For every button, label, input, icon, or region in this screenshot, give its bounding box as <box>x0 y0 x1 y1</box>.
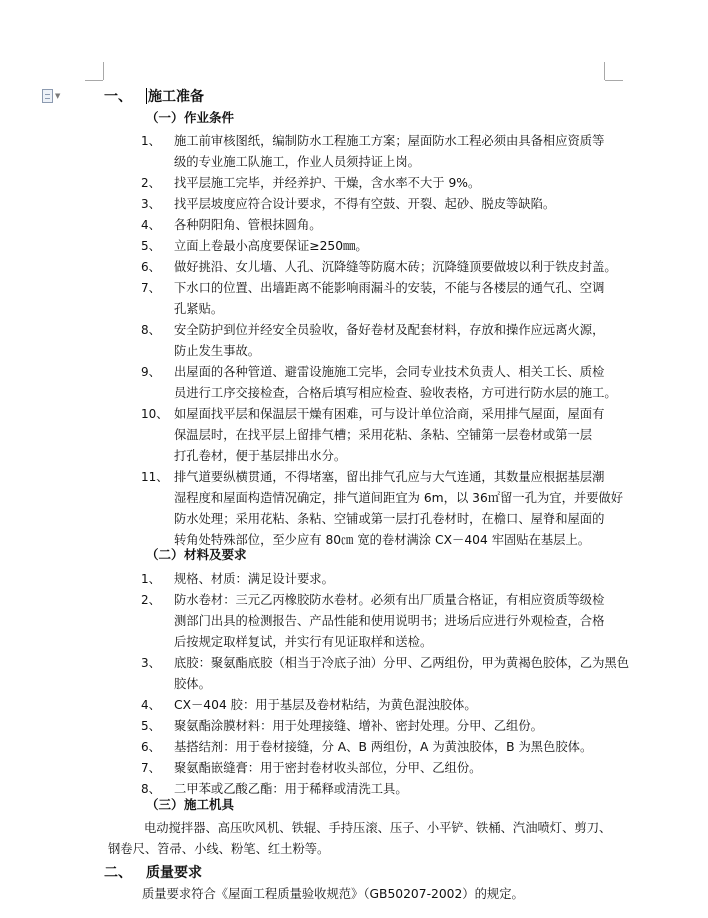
subsection-number: （一） <box>146 110 184 125</box>
list-item-text: 湿程度和屋面构造情况确定，排气道间距宜为 6m，以 36㎡留一孔为宜，并要做好 <box>174 491 624 505</box>
list-item-text: 孔紧贴。 <box>174 302 224 316</box>
subsection-title: 材料及要求 <box>184 547 247 562</box>
list-item-text: 出屋面的各种管道、避雷设施施工完毕，会同专业技术负责人、相关工长、质检 <box>174 365 605 379</box>
list-item-text: 排气道要纵横贯通，不得堵塞，留出排气孔应与大气连通，其数量应根据基层潮 <box>174 470 605 484</box>
list-item-number: 1、 <box>141 572 161 586</box>
list-item-text: 胶体。 <box>174 677 211 691</box>
subsection-number: （二） <box>146 547 184 562</box>
list-item-text: 基搭结剂：用于卷材接缝，分 A、B 两组份，A 为黄浊胶体，B 为黑色胶体。 <box>174 740 593 754</box>
list-item-number: 11、 <box>141 470 169 484</box>
list-item-number: 5、 <box>141 239 161 253</box>
margin-corner-mark <box>604 62 605 80</box>
list-item-number: 8、 <box>141 323 161 337</box>
list-item-number: 6、 <box>141 740 161 754</box>
list-item-number: 6、 <box>141 260 161 274</box>
list-item-text: 防止发生事故。 <box>174 344 261 358</box>
list-item-text: 规格、材质：满足设计要求。 <box>174 572 334 586</box>
list-item-text: 安全防护到位并经安全员验收，备好卷材及配套材料，存放和操作应远离火源， <box>174 323 605 337</box>
list-item-number: 2、 <box>141 593 161 607</box>
list-item-text: 打孔卷材，便于基层排出水分。 <box>174 449 347 463</box>
list-item-number: 3、 <box>141 197 161 211</box>
list-item-text: 聚氨酯嵌缝膏：用于密封卷材收头部位，分甲、乙组份。 <box>174 761 482 775</box>
list-item-number: 7、 <box>141 761 161 775</box>
list-item-text: 二甲苯或乙酸乙酯：用于稀释或清洗工具。 <box>174 782 408 796</box>
chevron-down-icon: ▼ <box>55 91 61 100</box>
list-item-text: 后按规定取样复试，并实行有见证取样和送检。 <box>174 635 433 649</box>
list-item-text: 测部门出具的检测报告、产品性能和使用说明书；进场后应进行外观检查，合格 <box>174 614 605 628</box>
list-item-text: CX－404 胶：用于基层及卷材粘结，为黄色混浊胶体。 <box>174 698 477 712</box>
list-item-text: 转角处特殊部位，至少应有 80㎝ 宽的卷材满涂 CX－404 牢固贴在基层上。 <box>174 533 591 547</box>
text-cursor <box>146 88 147 104</box>
list-item-number: 10、 <box>141 407 169 421</box>
subsection-title: 作业条件 <box>184 110 235 125</box>
list-item-number: 9、 <box>141 365 161 379</box>
list-item-number: 2、 <box>141 176 161 190</box>
list-item-text: 员进行工序交接检查，合格后填写相应检查、验收表格，方可进行防水层的施工。 <box>174 386 617 400</box>
subsection-title: 施工机具 <box>184 797 235 812</box>
paragraph-options-icon[interactable] <box>42 88 70 104</box>
list-item-text: 底胶：聚氨酯底胶（相当于冷底子油）分甲、乙两组份，甲为黄褐色胶体，乙为黑色 <box>174 656 629 670</box>
list-item-text: 找平层坡度应符合设计要求，不得有空鼓、开裂、起砂、脱皮等缺陷。 <box>174 197 556 211</box>
list-item-text: 保温层时，在找平层上留排气槽；采用花粘、条粘、空铺第一层卷材或第一层 <box>174 428 593 442</box>
section-number: 二、 <box>104 865 132 881</box>
list-item-text: 施工前审核图纸，编制防水工程施工方案；屋面防水工程必须由具备相应资质等 <box>174 134 605 148</box>
list-item-number: 3、 <box>141 656 161 670</box>
list-item-number: 5、 <box>141 719 161 733</box>
section-number: 一、 <box>104 89 132 105</box>
section-title: 质量要求 <box>146 865 202 881</box>
list-item-number: 8、 <box>141 782 161 796</box>
list-item-text: 如屋面找平层和保温层干燥有困难，可与设计单位洽商，采用排气屋面，屋面有 <box>174 407 605 421</box>
list-item-text: 聚氨酯涂膜材料：用于处理接缝、增补、密封处理。分甲、乙组份。 <box>174 719 543 733</box>
list-item-text: 各种阴阳角、管根抹圆角。 <box>174 218 322 232</box>
margin-corner-mark <box>103 62 104 80</box>
list-item-number: 7、 <box>141 281 161 295</box>
list-item-text: 找平层施工完毕，并经养护、干燥，含水率不大于 9%。 <box>174 176 481 190</box>
list-item-number: 4、 <box>141 218 161 232</box>
list-item-text: 级的专业施工队施工，作业人员须持证上岗。 <box>174 155 420 169</box>
margin-corner-mark <box>605 80 623 81</box>
list-item-number: 4、 <box>141 698 161 712</box>
paragraph-text: 质量要求符合《屋面工程质量验收规范》（GB50207-2002）的规定。 <box>142 887 524 901</box>
list-item-number: 1、 <box>141 134 161 148</box>
list-item-text: 防水处理；采用花粘、条粘、空铺或第一层打孔卷材时，在檐口、屋脊和屋面的 <box>174 512 605 526</box>
subsection-number: （三） <box>146 797 184 812</box>
margin-corner-mark <box>85 80 103 81</box>
paragraph-text: 钢卷尺、笤帚、小线、粉笔、红土粉等。 <box>108 842 330 856</box>
document-icon <box>42 89 53 103</box>
paragraph-text: 电动搅拌器、高压吹风机、铁辊、手持压滚、压子、小平铲、铁桶、汽油喷灯、剪刀、 <box>144 821 612 835</box>
section-title: 施工准备 <box>148 89 204 105</box>
list-item-text: 做好挑沿、女儿墙、人孔、沉降缝等防腐木砖；沉降缝顶要做坡以利于铁皮封盖。 <box>174 260 617 274</box>
list-item-text: 防水卷材：三元乙丙橡胶防水卷材。必须有出厂质量合格证，有相应资质等级检 <box>174 593 605 607</box>
list-item-text: 立面上卷最小高度要保证≥250㎜。 <box>174 239 368 253</box>
list-item-text: 下水口的位置、出墙距离不能影响雨漏斗的安装，不能与各楼层的通气孔、空调 <box>174 281 605 295</box>
